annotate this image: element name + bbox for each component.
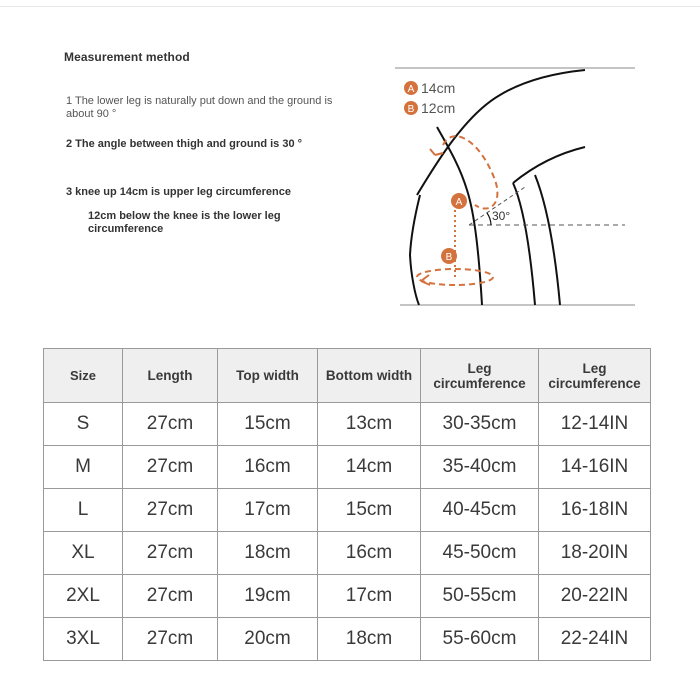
legend-a-value: 14cm	[421, 80, 456, 96]
table-row	[44, 446, 651, 489]
cell-length: 27cm	[123, 446, 218, 489]
header-size: Size	[44, 349, 123, 403]
shin-outline	[535, 175, 560, 305]
cell-leg-circumference-in: 22-24IN	[539, 618, 651, 661]
method-step-3: 3 knee up 14cm is upper leg circumference	[66, 186, 291, 198]
cell-top-width: 16cm	[218, 446, 318, 489]
upper-circumference-ellipse	[443, 136, 497, 208]
cell-leg-circumference-cm: 45-50cm	[421, 532, 539, 575]
cell-top-width: 19cm	[218, 575, 318, 618]
cell-length: 27cm	[123, 575, 218, 618]
cell-leg-circumference-cm: 35-40cm	[421, 446, 539, 489]
cell-leg-circumference-in: 16-18IN	[539, 489, 651, 532]
cell-bottom-width: 18cm	[318, 618, 421, 661]
cell-top-width: 20cm	[218, 618, 318, 661]
cell-bottom-width: 17cm	[318, 575, 421, 618]
method-step-2: 2 The angle between thigh and ground is 30 °	[66, 138, 303, 150]
method-title: Measurement method	[64, 50, 190, 64]
size-chart-table	[43, 348, 651, 661]
cell-bottom-width: 15cm	[318, 489, 421, 532]
cell-leg-circumference-cm: 50-55cm	[421, 575, 539, 618]
cell-length: 27cm	[123, 403, 218, 446]
upper-arrow	[430, 149, 443, 155]
cell-leg-circumference-in: 12-14IN	[539, 403, 651, 446]
leg-diagram	[395, 55, 640, 320]
header-leg-circumference-in: Leg circumference	[539, 349, 651, 403]
cell-leg-circumference-in: 18-20IN	[539, 532, 651, 575]
cell-size: M	[44, 446, 123, 489]
cell-size: L	[44, 489, 123, 532]
table-row	[44, 489, 651, 532]
cell-leg-circumference-cm: 55-60cm	[421, 618, 539, 661]
cell-top-width: 17cm	[218, 489, 318, 532]
calf-outline	[513, 183, 535, 305]
method-step-1: 1 The lower leg is naturally put down and the ground is about 90 °	[66, 95, 333, 120]
thigh-lower-outline	[513, 147, 585, 183]
table-row	[44, 618, 651, 661]
marker-a-letter: A	[455, 197, 463, 208]
cell-size: 2XL	[44, 575, 123, 618]
cell-leg-circumference-in: 20-22IN	[539, 575, 651, 618]
cell-leg-circumference-in: 14-16IN	[539, 446, 651, 489]
table-row	[44, 532, 651, 575]
legend-a-letter: A	[407, 84, 415, 95]
method-step-4: 12cm below the knee is the lower leg circumference	[88, 210, 281, 235]
table-header-row	[44, 349, 651, 403]
cell-leg-circumference-cm: 30-35cm	[421, 403, 539, 446]
cell-top-width: 15cm	[218, 403, 318, 446]
header-top-width: Top width	[218, 349, 318, 403]
cell-size: 3XL	[44, 618, 123, 661]
cell-leg-circumference-cm: 40-45cm	[421, 489, 539, 532]
leg-illustration	[395, 55, 640, 320]
cell-length: 27cm	[123, 618, 218, 661]
cell-top-width: 18cm	[218, 532, 318, 575]
header-bottom-width: Bottom width	[318, 349, 421, 403]
knee-front-outline	[410, 195, 420, 305]
cell-bottom-width: 16cm	[318, 532, 421, 575]
angle-label: 30°	[492, 209, 511, 223]
cell-size: S	[44, 403, 123, 446]
cell-length: 27cm	[123, 489, 218, 532]
marker-b-letter: B	[445, 252, 453, 263]
cell-size: XL	[44, 532, 123, 575]
cell-bottom-width: 13cm	[318, 403, 421, 446]
table-row	[44, 403, 651, 446]
legend-b-letter: B	[407, 104, 415, 115]
table-row	[44, 575, 651, 618]
lower-arrow	[421, 275, 430, 285]
legend-b-value: 12cm	[421, 100, 456, 116]
cell-length: 27cm	[123, 532, 218, 575]
cell-bottom-width: 14cm	[318, 446, 421, 489]
header-length: Length	[123, 349, 218, 403]
angle-arc	[487, 213, 491, 225]
top-divider	[0, 6, 700, 7]
header-leg-circumference-cm: Leg circumference	[421, 349, 539, 403]
